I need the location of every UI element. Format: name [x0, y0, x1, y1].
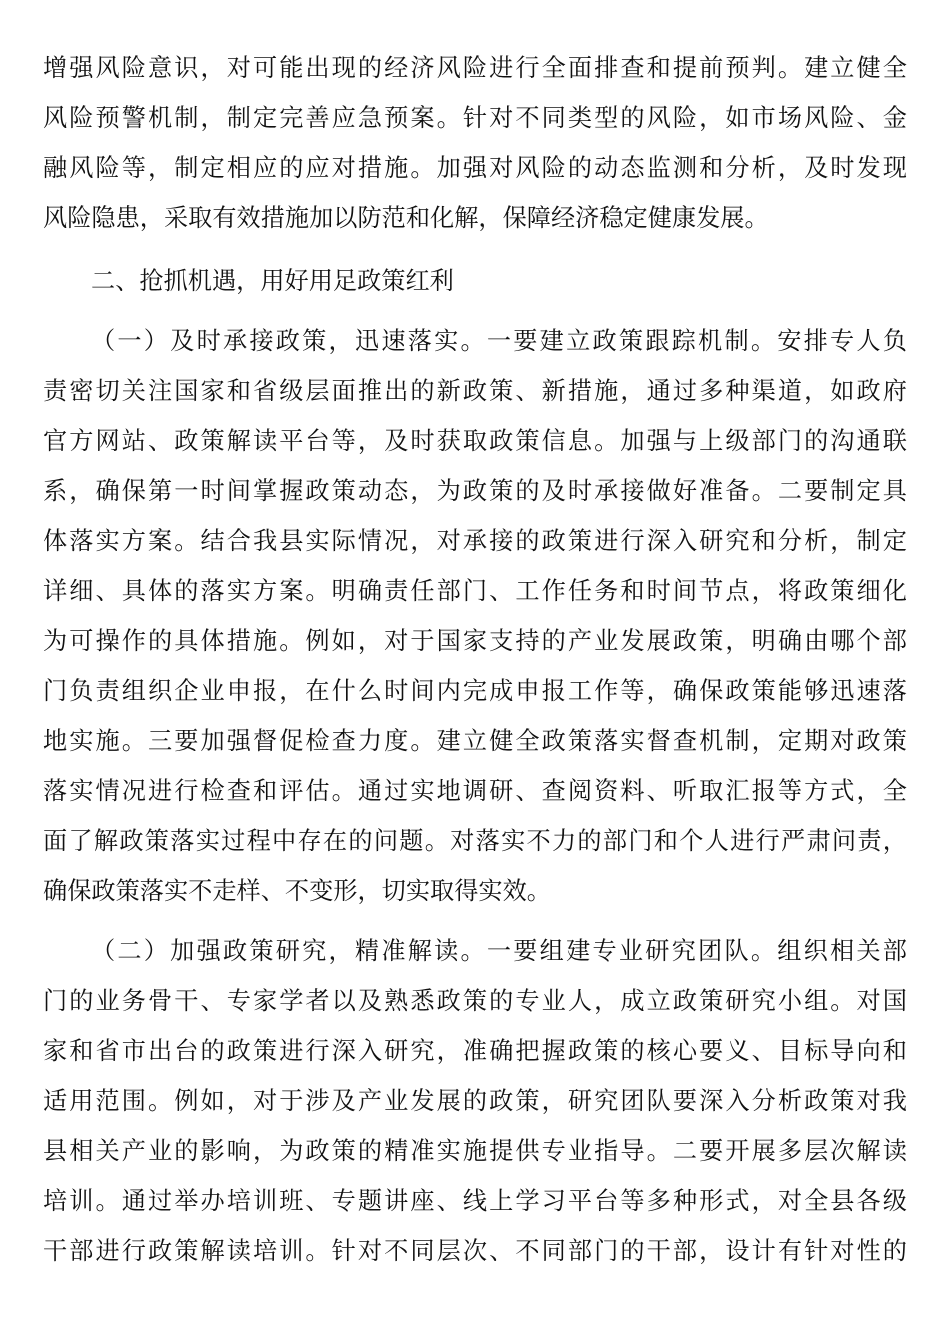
section-heading: 二、抢抓机遇，用好用足政策红利: [91, 267, 454, 295]
text-line: 风险隐患，采取有效措施加以防范和化解，保障经济稳定健康发展。: [43, 204, 769, 232]
text-line: （二）加强政策研究，精准解读。一要组建专业研究团队。组织相关部: [91, 937, 907, 965]
text-line: 门负责组织企业申报，在什么时间内完成申报工作等，确保政策能够迅速落: [43, 677, 907, 705]
text-line: 风险预警机制，制定完善应急预案。针对不同类型的风险，如市场风险、金: [43, 104, 907, 132]
text-line: 增强风险意识，对可能出现的经济风险进行全面排查和提前预判。建立健全: [43, 54, 907, 82]
text-line: 地实施。三要加强督促检查力度。建立健全政策落实督查机制，定期对政策: [43, 727, 907, 755]
text-line: 融风险等，制定相应的应对措施。加强对风险的动态监测和分析，及时发现: [43, 154, 907, 182]
text-line: 体落实方案。结合我县实际情况，对承接的政策进行深入研究和分析，制定: [43, 527, 907, 555]
text-line: 家和省市出台的政策进行深入研究，准确把握政策的核心要义、目标导向和: [43, 1037, 907, 1065]
text-line: （一）及时承接政策，迅速落实。一要建立政策跟踪机制。安排专人负: [91, 327, 907, 355]
text-line: 适用范围。例如，对于涉及产业发展的政策，研究团队要深入分析政策对我: [43, 1087, 907, 1115]
text-line: 系，确保第一时间掌握政策动态，为政策的及时承接做好准备。二要制定具: [43, 477, 907, 505]
text-line: 培训。通过举办培训班、专题讲座、线上学习平台等多种形式，对全县各级: [43, 1187, 907, 1215]
text-line: 落实情况进行检查和评估。通过实地调研、查阅资料、听取汇报等方式，全: [43, 777, 907, 805]
text-line: 官方网站、政策解读平台等，及时获取政策信息。加强与上级部门的沟通联: [43, 427, 907, 455]
text-line: 面了解政策落实过程中存在的问题。对落实不力的部门和个人进行严肃问责，: [43, 827, 907, 855]
text-line: 门的业务骨干、专家学者以及熟悉政策的专业人，成立政策研究小组。对国: [43, 987, 907, 1015]
text-line: 为可操作的具体措施。例如，对于国家支持的产业发展政策，明确由哪个部: [43, 627, 907, 655]
text-line: 干部进行政策解读培训。针对不同层次、不同部门的干部，设计有针对性的: [43, 1237, 907, 1265]
text-line: 县相关产业的影响，为政策的精准实施提供专业指导。二要开展多层次解读: [43, 1137, 907, 1165]
text-line: 详细、具体的落实方案。明确责任部门、工作任务和时间节点，将政策细化: [43, 577, 907, 605]
text-line: 确保政策落实不走样、不变形，切实取得实效。: [43, 877, 551, 905]
text-line: 责密切关注国家和省级层面推出的新政策、新措施，通过多种渠道，如政府: [43, 377, 907, 405]
